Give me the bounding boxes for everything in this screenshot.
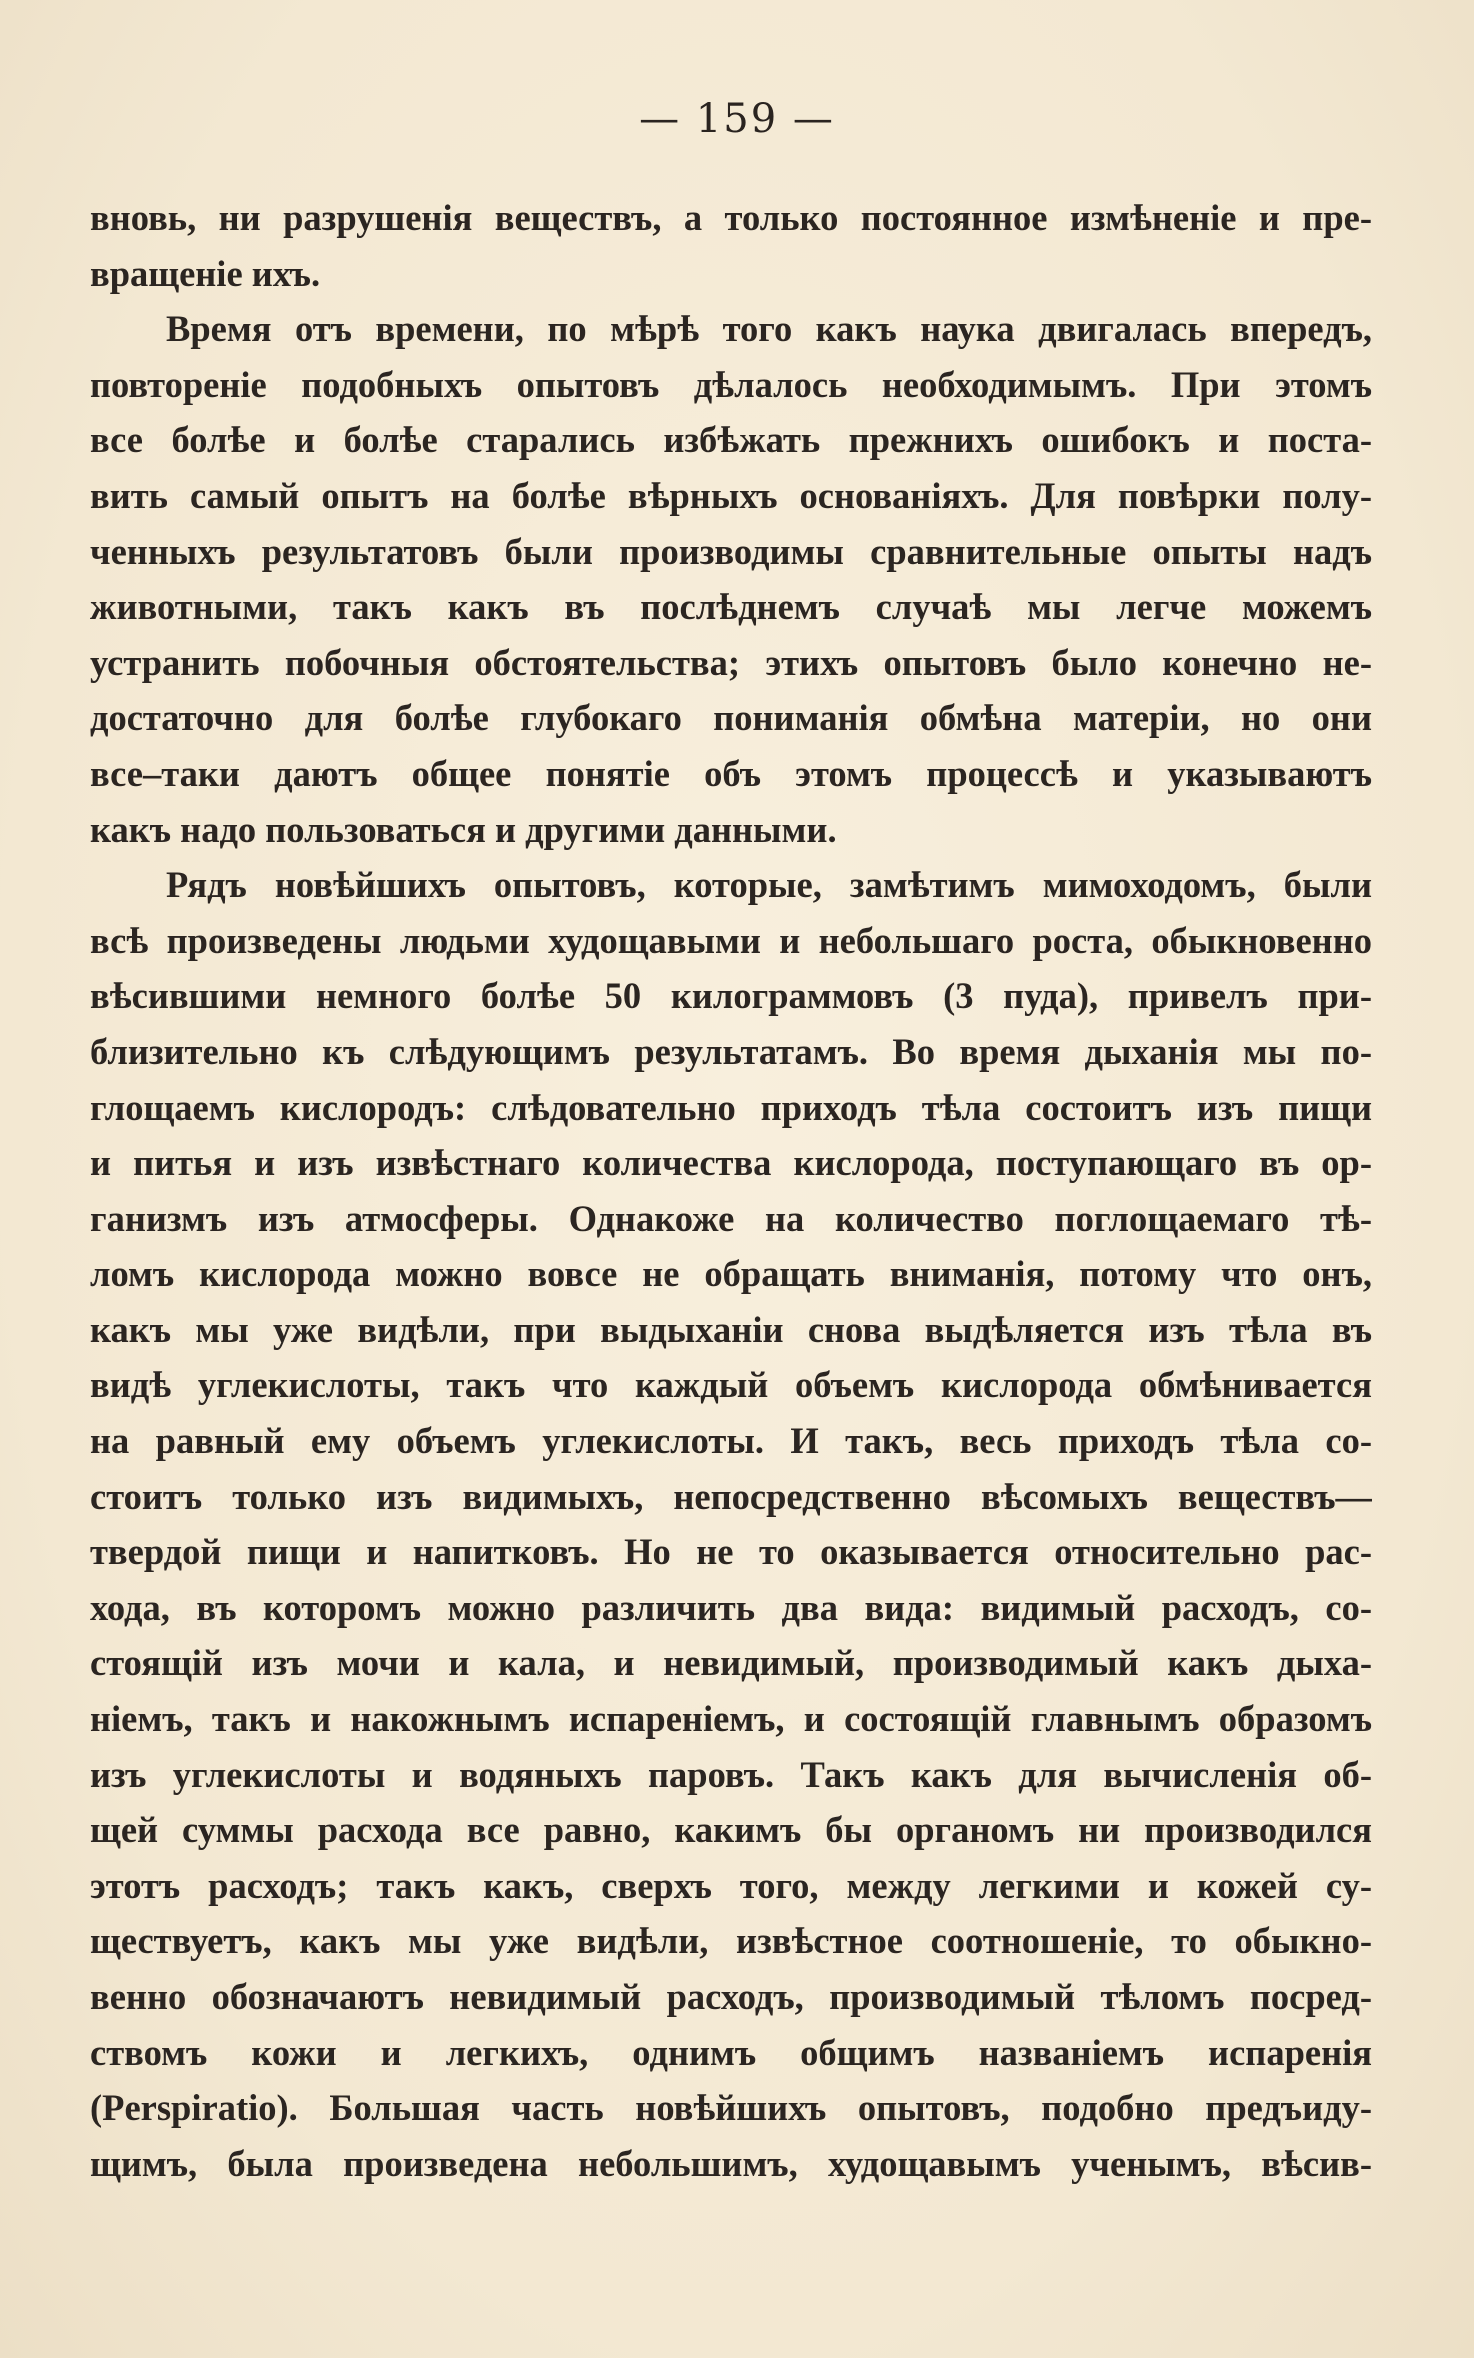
text-line: Рядъ новѣйшихъ опытовъ, которые, замѣтимъ мимоходомъ, были [166,864,1372,906]
text-line: стоитъ только изъ видимыхъ, непосредственно вѣсомыхъ веществъ— [90,1475,1372,1517]
text-line: видѣ углекислоты, такъ что каждый объемъ кислорода обмѣнивается [90,1364,1372,1406]
text-line: (Perspiratio). Большая часть новѣйшихъ опытовъ, подобно предъиду- [90,2087,1372,2129]
text-line: все–таки даютъ общее понятіе объ этомъ процессѣ и указываютъ [90,752,1372,794]
text-line: ніемъ, такъ и накожнымъ испареніемъ, и состоящій главнымъ образомъ [90,1698,1372,1740]
text-line: этотъ расходъ; такъ какъ, сверхъ того, между легкими и кожей су- [90,1864,1372,1906]
text-line: хода, въ которомъ можно различить два вида: видимый расходъ, со- [90,1586,1372,1628]
text-line: стоящій изъ мочи и кала, и невидимый, производимый какъ дыха- [90,1642,1372,1684]
text-line: какъ мы уже видѣли, при выдыханіи снова выдѣляется изъ тѣла въ [90,1308,1372,1350]
text-line: щей суммы расхода все равно, какимъ бы органомъ ни производился [90,1809,1372,1851]
text-line: достаточно для болѣе глубокаго пониманія обмѣна матеріи, но они [90,697,1372,739]
text-line: все болѣе и болѣе старались избѣжать прежнихъ ошибокъ и поста- [90,419,1372,461]
text-line: ченныхъ результатовъ были производимы сравнительные опыты надъ [90,530,1372,572]
text-line: Время отъ времени, по мѣрѣ того какъ наука двигалась впередъ, [166,308,1372,350]
text-line: изъ углекислоты и водяныхъ паровъ. Такъ какъ для вычисленія об- [90,1753,1372,1795]
text-line: и питья и изъ извѣстнаго количества кислорода, поступающаго въ ор- [90,1142,1372,1184]
text-line: венно обозначаютъ невидимый расходъ, производимый тѣломъ посред- [90,1976,1372,2017]
text-line: ществуетъ, какъ мы уже видѣли, извѣстное соотношеніе, то обыкно- [90,1920,1372,1962]
text-line: ствомъ кожи и легкихъ, однимъ общимъ названіемъ испаренія [90,2031,1372,2073]
text-line: всѣ произведены людьми худощавыми и небольшаго роста, обыкновенно [90,919,1372,961]
text-line: твердой пищи и напитковъ. Но не то оказывается относительно рас- [90,1531,1372,1573]
text-line: близительно къ слѣдующимъ результатамъ. Во время дыханія мы по- [90,1030,1372,1072]
text-line: вить самый опытъ на болѣе вѣрныхъ основаніяхъ. Для повѣрки полу- [90,474,1372,516]
text-line: ломъ кислорода можно вовсе не обращать вниманія, потому что онъ, [90,1253,1372,1295]
text-line: какъ надо пользоваться и другими данными. [90,808,837,850]
text-line: на равный ему объемъ углекислоты. И такъ, весь приходъ тѣла со- [90,1420,1372,1462]
text-line: животными, такъ какъ въ послѣднемъ случаѣ мы легче можемъ [90,586,1372,628]
text-line: вращеніе ихъ. [90,252,321,294]
body-text [90,190,1372,2191]
text-line: устранить побочныя обстоятельства; этихъ опытовъ было конечно не- [90,641,1372,683]
text-line: вновь, ни разрушенія веществъ, а только постоянное измѣненіе и пре- [90,197,1372,238]
text-line: щимъ, была произведена небольшимъ, худощавымъ ученымъ, вѣсив- [90,2142,1372,2184]
text-line: ганизмъ изъ атмосферы. Однакоже на количество поглощаемаго тѣ- [90,1197,1372,1239]
text-line: глощаемъ кислородъ: слѣдовательно приходъ тѣла состоитъ изъ пищи [90,1086,1372,1128]
page-number: — 159 — [639,96,835,142]
text-line: вѣсившими немного болѣе 50 килограммовъ (3 пуда), привелъ при- [90,975,1372,1017]
text-line: повтореніе подобныхъ опытовъ дѣлалось необходимымъ. При этомъ [90,363,1372,405]
